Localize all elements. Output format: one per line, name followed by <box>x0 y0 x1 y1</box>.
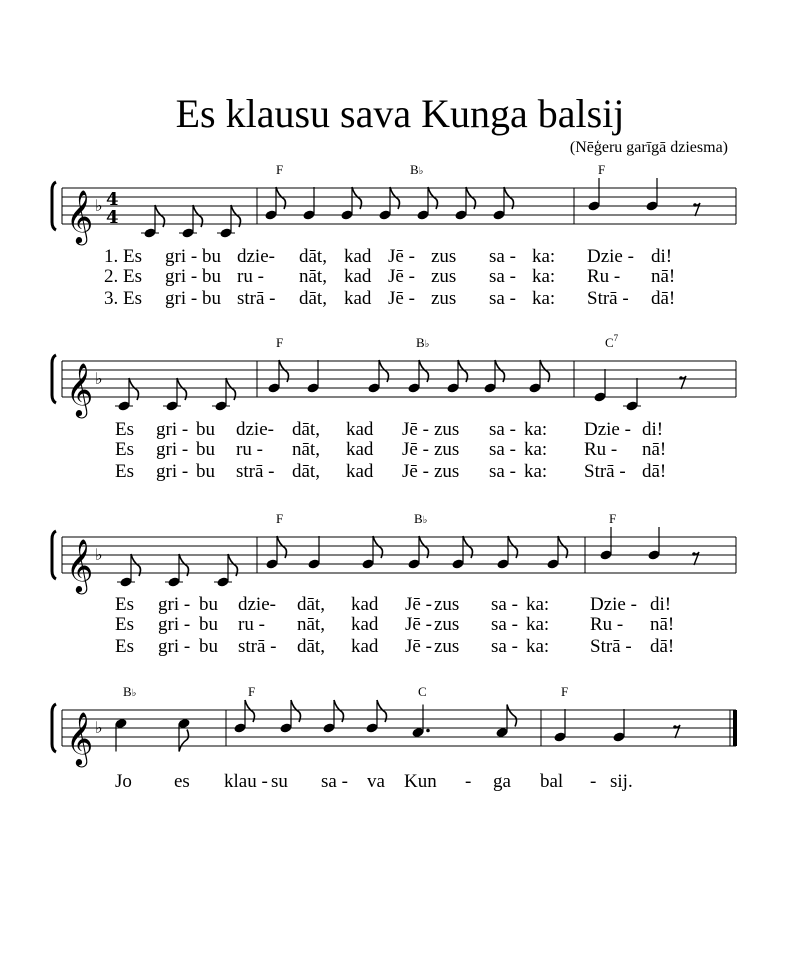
lyric-syllable: kad <box>351 636 379 657</box>
lyric-syllable: bu <box>196 439 215 460</box>
lyric-syllable: Ru - <box>590 614 624 635</box>
lyric-syllable: gri - <box>156 461 189 482</box>
chord-root: B <box>414 511 423 526</box>
lyric-syllable: bu <box>196 419 215 440</box>
chord-root: F <box>276 335 284 350</box>
chord-symbol <box>276 511 283 526</box>
lyric-syllable: zus <box>434 594 460 615</box>
lyric-syllable: bu <box>202 266 221 287</box>
lyric-syllable: strā - <box>237 288 276 309</box>
lyric-syllable: sa - <box>491 614 518 635</box>
lyric-syllable: dāt, <box>292 419 320 440</box>
key-signature-flat-icon: ♭ <box>95 718 103 737</box>
key-signature-flat-icon: ♭ <box>95 196 103 215</box>
lyric-syllable: Jē - <box>388 288 415 309</box>
lyric-syllable: gri - <box>156 419 189 440</box>
lyric-syllable: Jē - <box>405 594 432 615</box>
treble-clef-icon: 𝄞 <box>66 538 94 592</box>
lyric-syllable: kad <box>346 419 374 440</box>
lyric-syllable: Dzie - <box>587 246 634 267</box>
lyric-syllable: zus <box>434 419 460 440</box>
lyric-syllable: sa - <box>491 594 518 615</box>
chord-root: F <box>609 511 617 526</box>
lyric-syllable: Jē - <box>405 614 432 635</box>
time-signature-numerator: 4 <box>106 189 119 210</box>
lyric-syllable: ka: <box>526 594 550 615</box>
lyric-syllable: Strā - <box>587 288 629 309</box>
lyric-syllable: zus <box>434 461 460 482</box>
lyric-syllable: kad <box>344 266 372 287</box>
lyric-syllable: zus <box>434 614 460 635</box>
lyric-syllable: es <box>174 771 190 792</box>
lyric-syllable: sa - <box>489 288 516 309</box>
lyric-syllable: kad <box>346 439 374 460</box>
chord-flat: ♭ <box>418 166 424 177</box>
lyric-syllable: Ru - <box>587 266 621 287</box>
lyric-syllable: gri - <box>165 288 198 309</box>
lyric-syllable: strā - <box>238 636 277 657</box>
system-bracket <box>52 704 56 752</box>
lyric-syllable: gri - <box>165 246 198 267</box>
chord-symbol <box>598 162 605 177</box>
lyric-syllable: kad <box>351 614 379 635</box>
lyric-syllable: Dzie - <box>590 594 637 615</box>
lyric-syllable: gri - <box>165 266 198 287</box>
final-bar-thick <box>733 710 737 746</box>
lyric-syllable: bu <box>202 246 221 267</box>
eighth-rest-dot <box>673 725 677 729</box>
lyric-syllable: nāt, <box>292 439 320 460</box>
lyric-syllable: nā! <box>651 266 676 287</box>
lyric-syllable: dzie- <box>237 246 275 267</box>
lyric-syllable: Jē - <box>388 246 415 267</box>
lyric-syllable: gri - <box>158 636 191 657</box>
lyric-syllable: ka: <box>524 439 548 460</box>
lyric-syllable: Es <box>115 439 134 460</box>
lyric-syllable: va <box>367 771 385 792</box>
lyric-syllable: bu <box>199 594 218 615</box>
music-system-4 <box>52 684 737 792</box>
chord-root: F <box>598 162 606 177</box>
lyric-syllable: nāt, <box>297 614 325 635</box>
chord-symbol <box>416 335 430 350</box>
lyric-syllable: sa - <box>491 636 518 657</box>
lyric-syllable: nā! <box>642 439 667 460</box>
lyric-syllable: dāt, <box>292 461 320 482</box>
chord-flat: ♭ <box>424 339 430 350</box>
lyric-syllable: ru - <box>237 266 264 287</box>
lyric-syllable: - <box>465 771 472 792</box>
chord-flat: ♭ <box>131 688 137 699</box>
chord-root: C <box>418 684 427 699</box>
lyric-syllable: dzie- <box>236 419 274 440</box>
chord-root: C <box>605 335 614 350</box>
lyric-syllable: sa - <box>489 266 516 287</box>
chord-symbol <box>561 684 568 699</box>
chord-root: F <box>561 684 569 699</box>
lyric-syllable: dzie- <box>238 594 276 615</box>
lyric-syllable: ka: <box>532 288 556 309</box>
chord-flat: ♭ <box>422 515 428 526</box>
lyric-syllable: Jo <box>115 771 132 792</box>
chord-symbol <box>276 335 283 350</box>
key-signature-flat-icon: ♭ <box>95 545 103 564</box>
treble-clef-icon: 𝄞 <box>66 189 94 243</box>
lyric-syllable: zus <box>434 636 460 657</box>
lyric-syllable: strā - <box>236 461 275 482</box>
lyric-syllable: bu <box>199 636 218 657</box>
lyric-syllable: zus <box>431 266 457 287</box>
lyric-syllable: di! <box>651 246 673 267</box>
lyric-syllable: Dzie - <box>584 419 631 440</box>
lyric-syllable: ka: <box>532 266 556 287</box>
lyric-syllable: sa - <box>321 771 348 792</box>
note-flag <box>179 730 189 752</box>
note-dot <box>426 729 430 733</box>
chord-symbol <box>276 162 283 177</box>
lyric-syllable: gri - <box>158 614 191 635</box>
lyric-syllable: Es <box>115 614 134 635</box>
lyric-syllable: Jē - <box>402 461 429 482</box>
lyric-syllable: su <box>271 771 288 792</box>
lyric-syllable: dāt, <box>297 636 325 657</box>
lyric-syllable: ka: <box>524 419 548 440</box>
lyric-syllable: nā! <box>650 614 675 635</box>
lyric-syllable: Kun <box>404 771 437 792</box>
key-signature-flat-icon: ♭ <box>95 369 103 388</box>
chord-root: F <box>276 162 284 177</box>
eighth-rest-dot <box>679 376 683 380</box>
system-bracket <box>52 531 56 579</box>
chord-root: B <box>416 335 425 350</box>
chord-symbol <box>410 162 424 177</box>
chord-symbol <box>609 511 616 526</box>
lyric-syllable: bu <box>196 461 215 482</box>
treble-clef-icon: 𝄞 <box>66 362 94 416</box>
lyric-syllable: zus <box>431 288 457 309</box>
lyric-syllable: - <box>590 771 597 792</box>
lyric-syllable: 2. Es <box>104 266 142 287</box>
music-system-3 <box>52 511 736 657</box>
chord-extension: 7 <box>613 333 619 343</box>
chord-symbol <box>418 684 427 699</box>
lyric-syllable: gri - <box>158 594 191 615</box>
chord-root: B <box>123 684 132 699</box>
lyric-syllable: ka: <box>526 636 550 657</box>
lyric-syllable: bu <box>199 614 218 635</box>
lyric-syllable: ga <box>493 771 511 792</box>
lyric-syllable: dā! <box>650 636 675 657</box>
music-system-2 <box>52 333 736 482</box>
treble-clef-icon: 𝄞 <box>66 711 94 765</box>
lyric-syllable: dāt, <box>299 288 327 309</box>
lyric-syllable: dā! <box>642 461 667 482</box>
lyric-syllable: di! <box>650 594 672 615</box>
lyric-syllable: sa - <box>489 246 516 267</box>
lyric-syllable: dā! <box>651 288 676 309</box>
lyric-syllable: Jē - <box>388 266 415 287</box>
lyric-syllable: klau - <box>224 771 268 792</box>
lyric-syllable: Jē - <box>402 439 429 460</box>
system-bracket <box>52 182 56 230</box>
lyric-syllable: bal <box>540 771 564 792</box>
lyric-syllable: di! <box>642 419 664 440</box>
lyric-syllable: ka: <box>524 461 548 482</box>
eighth-rest-dot <box>693 203 697 207</box>
lyric-syllable: sa - <box>489 461 516 482</box>
song-subtitle: (Nēģeru garīgā dziesma) <box>569 139 728 156</box>
lyric-syllable: bu <box>202 288 221 309</box>
lyric-syllable: 1. Es <box>104 246 142 267</box>
lyric-syllable: dāt, <box>299 246 327 267</box>
lyric-syllable: Es <box>115 594 134 615</box>
lyric-syllable: Jē - <box>402 419 429 440</box>
lyric-syllable: Strā - <box>590 636 632 657</box>
lyric-syllable: ru - <box>238 614 265 635</box>
system-bracket <box>52 355 56 403</box>
lyric-syllable: sa - <box>489 419 516 440</box>
lyric-syllable: gri - <box>156 439 189 460</box>
lyric-syllable: sa - <box>489 439 516 460</box>
lyric-syllable: kad <box>344 246 372 267</box>
lyric-syllable: sij. <box>610 771 633 792</box>
lyric-syllable: Jē - <box>405 636 432 657</box>
chord-symbol <box>123 684 137 699</box>
lyric-syllable: kad <box>351 594 379 615</box>
lyric-syllable: zus <box>434 439 460 460</box>
note-flag <box>507 705 517 727</box>
lyric-syllable: ru - <box>236 439 263 460</box>
lyric-syllable: dāt, <box>297 594 325 615</box>
eighth-rest-dot <box>692 552 696 556</box>
lyric-syllable: Ru - <box>584 439 618 460</box>
lyric-syllable: Es <box>115 636 134 657</box>
lyric-syllable: ka: <box>526 614 550 635</box>
lyric-syllable: Strā - <box>584 461 626 482</box>
lyric-syllable: Es <box>115 419 134 440</box>
lyric-syllable: kad <box>344 288 372 309</box>
song-title: Es klausu sava Kunga balsij <box>175 91 625 136</box>
lyric-syllable: kad <box>346 461 374 482</box>
lyric-syllable: 3. Es <box>104 288 142 309</box>
chord-root: F <box>276 511 284 526</box>
lyric-syllable: zus <box>431 246 457 267</box>
lyric-syllable: Es <box>115 461 134 482</box>
chord-symbol <box>414 511 428 526</box>
chord-symbol <box>248 684 255 699</box>
time-signature-denominator: 4 <box>106 207 119 228</box>
lyric-syllable: ka: <box>532 246 556 267</box>
chord-root: B <box>410 162 419 177</box>
chord-symbol <box>605 333 619 350</box>
chord-root: F <box>248 684 256 699</box>
music-system-1 <box>52 162 736 309</box>
lyric-syllable: nāt, <box>299 266 327 287</box>
